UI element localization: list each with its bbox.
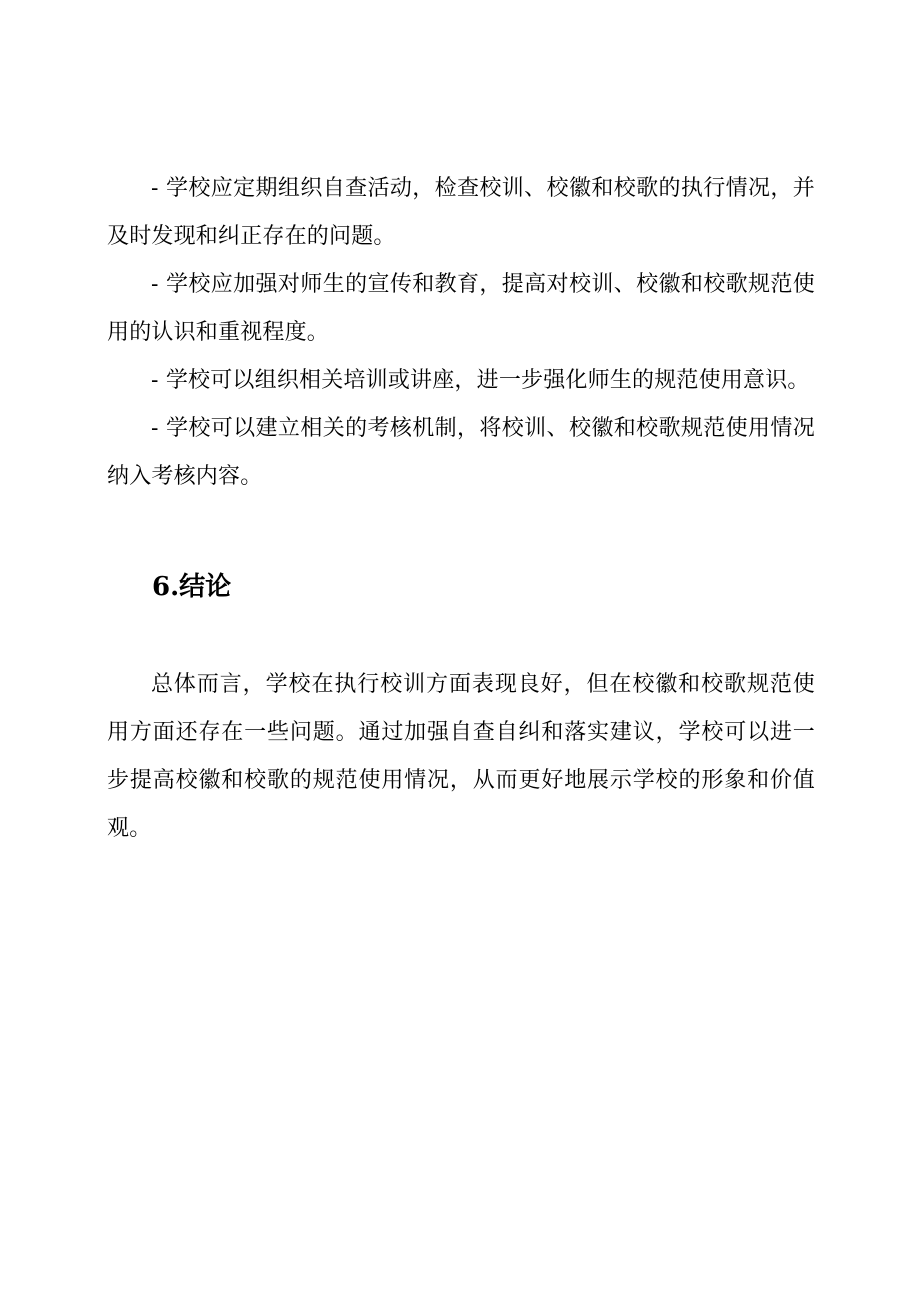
section-heading-conclusion: 6.结论 — [152, 572, 232, 602]
bullet-self-inspection: - 学校应定期组织自查活动，检查校训、校徽和校歌的执行情况，并及时发现和纠正存在的问题。 — [107, 176, 815, 249]
conclusion-paragraph: 总体而言，学校在执行校训方面表现良好，但在校徽和校歌规范使用方面还存在一些问题。通过加强自查自纠和落实建议，学校可以进一步提高校徽和校歌的规范使用情况，从而更好地展示学校的形象和价值观。 — [107, 672, 815, 841]
bullet-publicity-education: - 学校应加强对师生的宣传和教育，提高对校训、校徽和校歌规范使用的认识和重视程度。 — [107, 272, 815, 345]
bullet-training: - 学校可以组织相关培训或讲座，进一步强化师生的规范使用意识。 — [151, 368, 810, 393]
bullet-assessment: - 学校可以建立相关的考核机制，将校训、校徽和校歌规范使用情况纳入考核内容。 — [107, 416, 815, 489]
